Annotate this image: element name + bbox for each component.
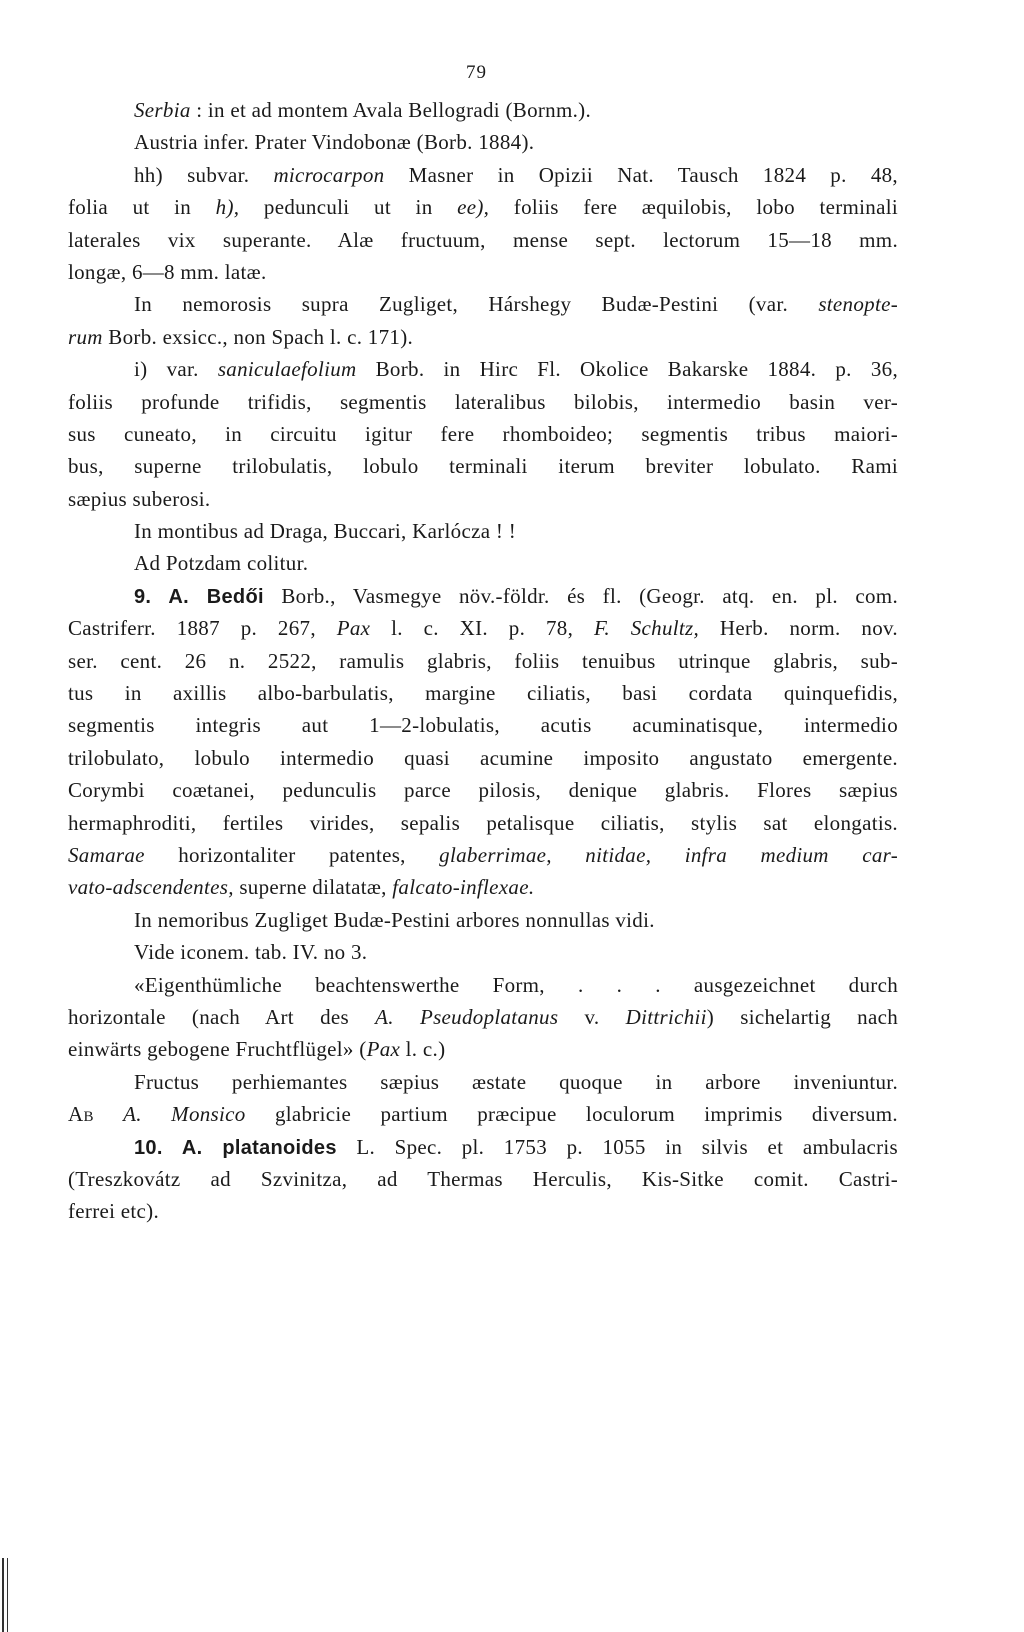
- text-line: [68, 288, 898, 320]
- text-line: [68, 807, 898, 839]
- text-line: [68, 418, 898, 450]
- text-line: [68, 353, 898, 385]
- text-run: rum: [68, 324, 103, 349]
- text-run: i) var.: [134, 357, 218, 382]
- text-line: [68, 904, 898, 936]
- text-run: laterales vix superante. Alæ fructuum, mense sept. lectorum 15—18 mm.: [68, 227, 898, 252]
- text-run: Samarae: [68, 842, 145, 867]
- text-line: [68, 1163, 898, 1195]
- text-line: [68, 483, 898, 515]
- text-run: [94, 1102, 123, 1126]
- text-run: foliis profunde trifidis, segmentis lateralibus bilobis, intermedio basin ver-: [68, 389, 898, 414]
- text-run: falcato-inflexae.: [392, 875, 535, 900]
- text-run: In nemorosis supra Zugliget, Hárshegy Budæ-Pestini (var.: [134, 292, 819, 317]
- text-line: [68, 580, 898, 612]
- text-line: [68, 94, 898, 126]
- text-line: [68, 224, 898, 256]
- text-run: A. Monsico: [123, 1102, 246, 1127]
- text-run: 10. A. platanoides: [134, 1136, 337, 1159]
- text-run: bus, superne trilobulatis, lobulo terminali iterum breviter lobulato. Rami: [68, 454, 898, 479]
- text-run: Fructus perhiemantes sæpius æstate quoque in arbore inveniuntur.: [134, 1069, 898, 1094]
- text-run: glabricie partium præcipue loculorum imprimis diversum.: [245, 1102, 898, 1127]
- text-line: [68, 1033, 898, 1065]
- text-line: [68, 1001, 898, 1033]
- text-line: [68, 969, 898, 1001]
- text-run: Ab: [68, 1102, 94, 1127]
- text-run: ser. cent. 26 n. 2522, ramulis glabris, foliis tenuibus utrinque glabris, sub-: [68, 648, 898, 673]
- text-run: sæpius suberosi.: [68, 486, 211, 511]
- text-run: (Treszkovátz ad Szvinitza, ad Thermas Herculis, Kis-Sitke comit. Castri-: [68, 1166, 898, 1191]
- text-line: [68, 774, 898, 806]
- text-line: [68, 709, 898, 741]
- text-run: Pax: [366, 1037, 401, 1062]
- text-run: Austria infer. Prater Vindobonæ (Borb. 1884).: [134, 130, 535, 155]
- text-run: superne dilatatæ,: [233, 875, 393, 900]
- text-run: Masner in Opizii Nat. Tausch 1824 p. 48,: [384, 162, 898, 187]
- text-run: Borb. exsicc., non Spach l. c. 171).: [102, 324, 414, 349]
- text-run: einwärts gebogene Fruchtflügel» (: [68, 1037, 367, 1062]
- text-run: Ad Potzdam colitur.: [134, 551, 309, 576]
- text-run: longæ, 6—8 mm. latæ.: [68, 259, 267, 284]
- text-run: v.: [558, 1004, 626, 1029]
- text-run: stenopte-: [818, 292, 898, 317]
- text-run: 9. A. Bedői: [134, 585, 264, 608]
- text-run: vato-adscendentes,: [68, 875, 234, 900]
- text-run: ) sichelartig nach: [706, 1004, 898, 1029]
- text-line: [68, 1066, 898, 1098]
- text-run: horizontaliter patentes,: [144, 842, 440, 867]
- text-line: [68, 677, 898, 709]
- text-line: [68, 450, 898, 482]
- text-run: A. Pseudoplatanus: [375, 1004, 559, 1029]
- text-run: sus cuneato, in circuitu igitur fere rhomboideo; segmentis tribus maiori-: [68, 421, 898, 446]
- text-run: F. Schultz,: [593, 616, 700, 641]
- text-run: Pax: [336, 616, 371, 641]
- text-line: [68, 742, 898, 774]
- text-run: glaberrimae, nitidae, infra medium car-: [439, 842, 898, 867]
- text-run: «Eigenthümliche beachtenswerthe Form, . . . ausgezeichnet durch: [134, 972, 898, 997]
- text-line: [68, 1098, 898, 1130]
- text-run: folia ut in: [68, 195, 216, 220]
- text-run: L. Spec. pl. 1753 p. 1055 in silvis et ambulacris: [336, 1134, 898, 1159]
- text-run: pedunculi ut in: [239, 195, 458, 220]
- text-line: [68, 191, 898, 223]
- text-run: Borb. in Hirc Fl. Okolice Bakarske 1884. p. 36,: [356, 357, 898, 382]
- text-line: [68, 515, 898, 547]
- text-run: microcarpon: [273, 162, 385, 187]
- text-run: ee),: [457, 195, 490, 220]
- text-run: l. c. XI. p. 78,: [370, 616, 594, 641]
- body-text: [68, 94, 898, 1228]
- text-line: [68, 1131, 898, 1163]
- text-run: saniculaefolium: [217, 357, 357, 382]
- text-line: [68, 126, 898, 158]
- text-run: segmentis integris aut 1—2-lobulatis, acutis acuminatisque, intermedio: [68, 713, 898, 738]
- text-run: Castriferr. 1887 p. 267,: [68, 616, 337, 641]
- text-run: trilobulato, lobulo intermedio quasi acumine imposito angustato emergente.: [68, 745, 898, 770]
- text-line: [68, 256, 898, 288]
- text-line: [68, 839, 898, 871]
- text-run: In nemoribus Zugliget Budæ-Pestini arbores nonnullas vidi.: [134, 907, 655, 932]
- text-run: Corymbi coætanei, pedunculis parce pilosis, denique glabris. Flores sæpius: [68, 778, 898, 803]
- text-run: ferrei etc).: [68, 1199, 160, 1224]
- text-line: [68, 871, 898, 903]
- text-run: hh) subvar.: [134, 162, 274, 187]
- text-run: horizontale (nach Art des: [68, 1004, 376, 1029]
- text-run: In montibus ad Draga, Buccari, Karlócza ! !: [134, 519, 516, 544]
- text-run: foliis fere æquilobis, lobo terminali: [489, 195, 898, 220]
- text-run: Vide iconem. tab. IV. no 3.: [134, 940, 368, 965]
- text-line: [68, 1195, 898, 1227]
- text-line: [68, 936, 898, 968]
- text-line: [68, 321, 898, 353]
- text-line: [68, 386, 898, 418]
- text-run: : in et ad montem Avala Bellogradi (Bornm.).: [190, 98, 591, 122]
- text-run: h),: [215, 195, 240, 220]
- margin-rule: [2, 1558, 8, 1632]
- text-run: Dittrichii: [625, 1004, 707, 1029]
- page-number: 79: [466, 62, 487, 83]
- text-run: hermaphroditi, fertiles virides, sepalis petalisque ciliatis, stylis sat elongatis.: [68, 810, 898, 835]
- text-run: l. c.): [400, 1037, 446, 1062]
- text-line: [68, 547, 898, 579]
- text-run: Serbia: [134, 98, 191, 122]
- text-line: [68, 159, 898, 191]
- text-line: [68, 612, 898, 644]
- text-run: tus in axillis albo-barbulatis, margine ciliatis, basi cordata quinquefidis,: [68, 681, 898, 706]
- text-line: [68, 645, 898, 677]
- text-run: Borb., Vasmegye növ.-földr. és fl. (Geogr. atq. en. pl. com.: [263, 583, 898, 608]
- text-run: Herb. norm. nov.: [699, 616, 898, 641]
